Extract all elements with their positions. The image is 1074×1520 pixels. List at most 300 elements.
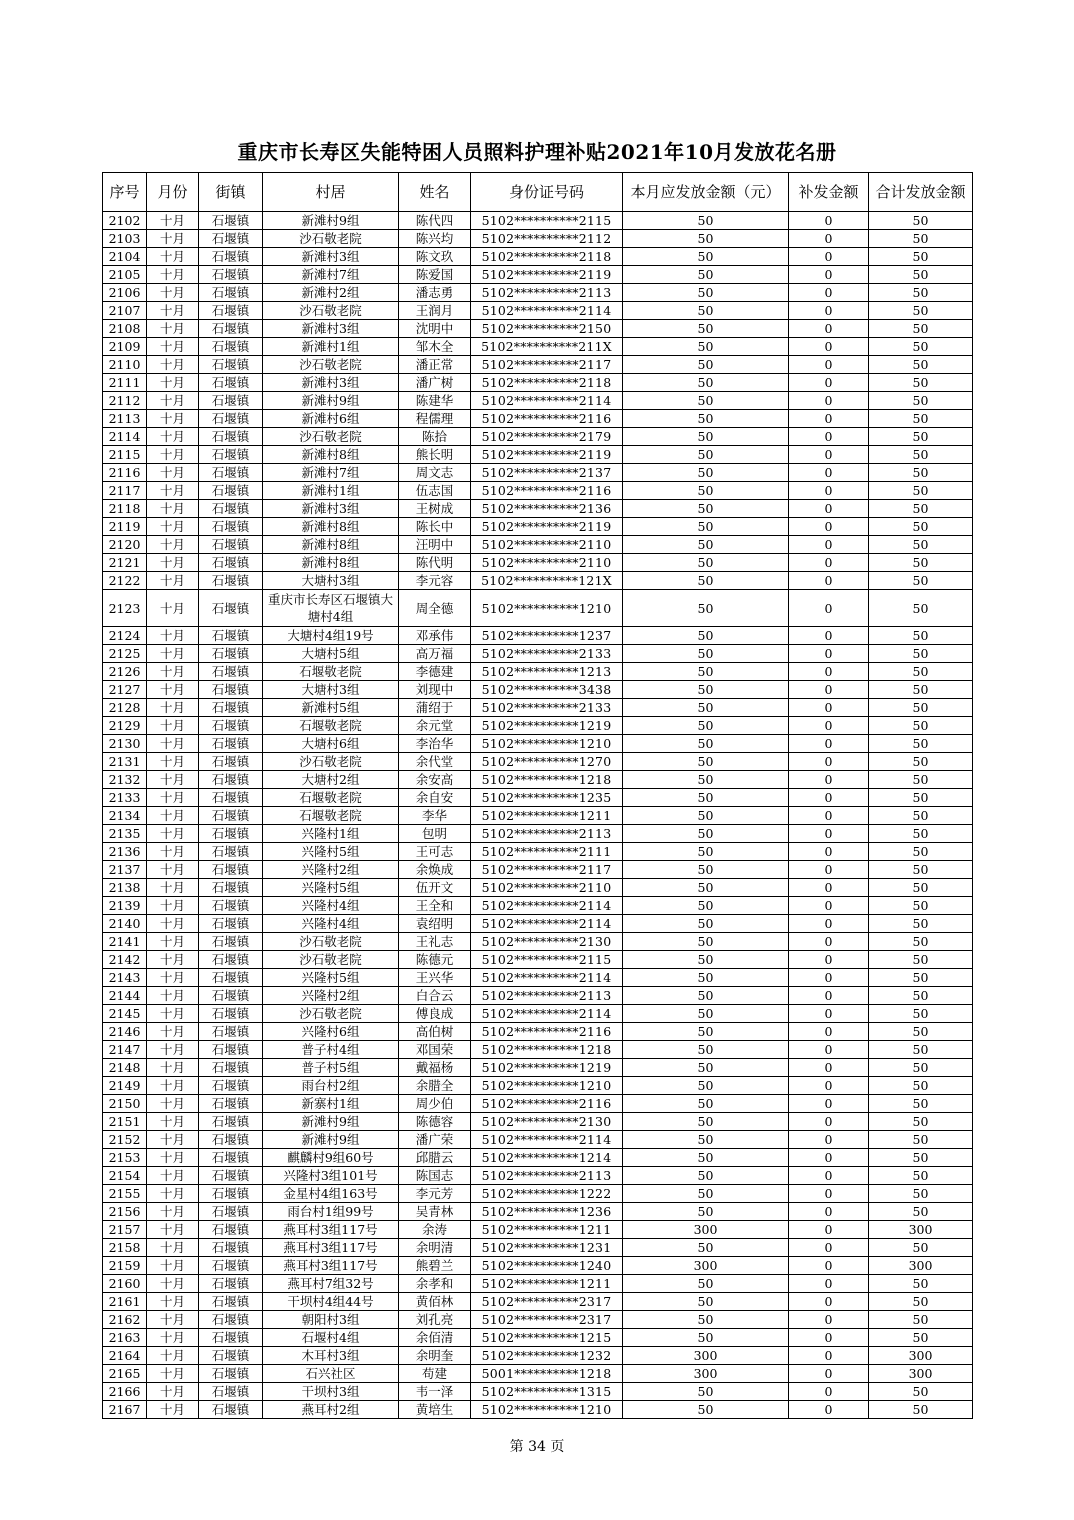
cell-id-number: 5102**********1218 [471, 1041, 623, 1059]
page-number: 第 34 页 [509, 1439, 565, 1455]
table-row [103, 302, 973, 320]
cell-village: 新滩村6组 [263, 410, 399, 428]
cell-id-number: 5102**********2317 [471, 1293, 623, 1311]
cell-id-number: 5102**********2113 [471, 825, 623, 843]
table-row [103, 338, 973, 356]
cell-index: 2110 [103, 356, 147, 374]
table-row [103, 753, 973, 771]
cell-monthly-amount: 50 [623, 807, 789, 825]
cell-total-amount: 50 [869, 284, 973, 302]
cell-id-number: 5102**********2116 [471, 482, 623, 500]
cell-back-pay: 0 [789, 1383, 869, 1401]
cell-town: 石堰镇 [199, 1113, 263, 1131]
cell-month: 十月 [147, 1077, 199, 1095]
cell-total-amount: 50 [869, 1275, 973, 1293]
cell-monthly-amount: 50 [623, 897, 789, 915]
cell-back-pay: 0 [789, 302, 869, 320]
cell-name: 沈明中 [399, 320, 471, 338]
cell-name: 陈代四 [399, 212, 471, 230]
cell-name: 陈国志 [399, 1167, 471, 1185]
cell-town: 石堰镇 [199, 1239, 263, 1257]
cell-village: 新滩村7组 [263, 266, 399, 284]
cell-name: 王礼志 [399, 933, 471, 951]
cell-town: 石堰镇 [199, 915, 263, 933]
cell-month: 十月 [147, 1365, 199, 1383]
table-row [103, 789, 973, 807]
cell-id-number: 5102**********2136 [471, 500, 623, 518]
cell-id-number: 5102**********2112 [471, 230, 623, 248]
cell-village: 石堰敬老院 [263, 789, 399, 807]
cell-back-pay: 0 [789, 284, 869, 302]
cell-town: 石堰镇 [199, 500, 263, 518]
table-row [103, 1329, 973, 1347]
cell-total-amount: 50 [869, 1149, 973, 1167]
cell-month: 十月 [147, 1401, 199, 1419]
table-row [103, 807, 973, 825]
cell-id-number: 5102**********2114 [471, 897, 623, 915]
cell-back-pay: 0 [789, 356, 869, 374]
cell-monthly-amount: 300 [623, 1365, 789, 1383]
cell-month: 十月 [147, 1185, 199, 1203]
cell-total-amount: 50 [869, 446, 973, 464]
cell-total-amount: 50 [869, 1401, 973, 1419]
cell-index: 2155 [103, 1185, 147, 1203]
cell-monthly-amount: 50 [623, 1293, 789, 1311]
cell-town: 石堰镇 [199, 356, 263, 374]
table-row [103, 1023, 973, 1041]
cell-month: 十月 [147, 1167, 199, 1185]
cell-name: 邹木全 [399, 338, 471, 356]
cell-index: 2132 [103, 771, 147, 789]
cell-name: 李元容 [399, 572, 471, 590]
cell-index: 2160 [103, 1275, 147, 1293]
cell-town: 石堰镇 [199, 1095, 263, 1113]
cell-town: 石堰镇 [199, 951, 263, 969]
cell-month: 十月 [147, 230, 199, 248]
cell-monthly-amount: 50 [623, 717, 789, 735]
cell-id-number: 5102**********1211 [471, 807, 623, 825]
cell-monthly-amount: 50 [623, 735, 789, 753]
cell-total-amount: 50 [869, 1293, 973, 1311]
cell-back-pay: 0 [789, 536, 869, 554]
cell-id-number: 5102**********2113 [471, 987, 623, 1005]
cell-monthly-amount: 50 [623, 320, 789, 338]
cell-name: 余明奎 [399, 1347, 471, 1365]
cell-index: 2114 [103, 428, 147, 446]
cell-index: 2128 [103, 699, 147, 717]
table-row [103, 518, 973, 536]
cell-back-pay: 0 [789, 1401, 869, 1419]
cell-monthly-amount: 50 [623, 789, 789, 807]
cell-town: 石堰镇 [199, 1311, 263, 1329]
cell-monthly-amount: 50 [623, 843, 789, 861]
cell-village: 燕耳村3组117号 [263, 1221, 399, 1239]
cell-monthly-amount: 50 [623, 969, 789, 987]
cell-back-pay: 0 [789, 879, 869, 897]
cell-id-number: 5102**********1235 [471, 789, 623, 807]
cell-monthly-amount: 50 [623, 1329, 789, 1347]
cell-monthly-amount: 50 [623, 1167, 789, 1185]
cell-total-amount: 50 [869, 771, 973, 789]
cell-index: 2115 [103, 446, 147, 464]
cell-month: 十月 [147, 482, 199, 500]
table-row [103, 374, 973, 392]
cell-id-number: 5102**********2118 [471, 374, 623, 392]
cell-monthly-amount: 50 [623, 663, 789, 681]
cell-month: 十月 [147, 1131, 199, 1149]
table-row [103, 248, 973, 266]
cell-month: 十月 [147, 1023, 199, 1041]
cell-index: 2113 [103, 410, 147, 428]
cell-total-amount: 50 [869, 807, 973, 825]
cell-index: 2164 [103, 1347, 147, 1365]
cell-town: 石堰镇 [199, 1329, 263, 1347]
table-row [103, 1239, 973, 1257]
cell-month: 十月 [147, 266, 199, 284]
cell-index: 2102 [103, 212, 147, 230]
cell-month: 十月 [147, 302, 199, 320]
cell-name: 余涛 [399, 1221, 471, 1239]
cell-total-amount: 50 [869, 554, 973, 572]
cell-village: 干坝村3组 [263, 1383, 399, 1401]
cell-total-amount: 50 [869, 338, 973, 356]
cell-total-amount: 50 [869, 320, 973, 338]
cell-name: 吴青林 [399, 1203, 471, 1221]
cell-village: 沙石敬老院 [263, 933, 399, 951]
table-header-row [103, 173, 973, 212]
cell-name: 陈文玖 [399, 248, 471, 266]
cell-index: 2117 [103, 482, 147, 500]
cell-name: 程儒理 [399, 410, 471, 428]
cell-monthly-amount: 50 [623, 699, 789, 717]
cell-total-amount: 50 [869, 1095, 973, 1113]
cell-id-number: 5102**********1210 [471, 590, 623, 627]
cell-town: 石堰镇 [199, 1383, 263, 1401]
cell-back-pay: 0 [789, 897, 869, 915]
cell-back-pay: 0 [789, 374, 869, 392]
cell-id-number: 5102**********2116 [471, 1095, 623, 1113]
cell-name: 周全德 [399, 590, 471, 627]
cell-index: 2119 [103, 518, 147, 536]
cell-name: 刘孔亮 [399, 1311, 471, 1329]
cell-id-number: 5001**********1218 [471, 1365, 623, 1383]
table-row [103, 1077, 973, 1095]
cell-back-pay: 0 [789, 1059, 869, 1077]
cell-town: 石堰镇 [199, 1257, 263, 1275]
cell-id-number: 5102**********2114 [471, 1005, 623, 1023]
cell-monthly-amount: 50 [623, 1203, 789, 1221]
cell-id-number: 5102**********1215 [471, 1329, 623, 1347]
cell-month: 十月 [147, 554, 199, 572]
cell-back-pay: 0 [789, 1347, 869, 1365]
cell-id-number: 5102**********2110 [471, 536, 623, 554]
table-row [103, 879, 973, 897]
cell-monthly-amount: 50 [623, 392, 789, 410]
cell-id-number: 5102**********2150 [471, 320, 623, 338]
cell-village: 新滩村7组 [263, 464, 399, 482]
cell-total-amount: 50 [869, 302, 973, 320]
cell-id-number: 5102**********2114 [471, 392, 623, 410]
cell-name: 苟建 [399, 1365, 471, 1383]
cell-monthly-amount: 50 [623, 464, 789, 482]
roster-table [102, 172, 973, 1419]
cell-index: 2146 [103, 1023, 147, 1041]
cell-back-pay: 0 [789, 1275, 869, 1293]
cell-town: 石堰镇 [199, 518, 263, 536]
cell-name: 伍开文 [399, 879, 471, 897]
cell-back-pay: 0 [789, 410, 869, 428]
cell-id-number: 5102**********2111 [471, 843, 623, 861]
cell-village: 新滩村3组 [263, 248, 399, 266]
cell-village: 兴隆村5组 [263, 843, 399, 861]
cell-village: 雨台村2组 [263, 1077, 399, 1095]
cell-id-number: 5102**********1219 [471, 1059, 623, 1077]
cell-town: 石堰镇 [199, 554, 263, 572]
cell-month: 十月 [147, 1113, 199, 1131]
cell-monthly-amount: 50 [623, 825, 789, 843]
table-row [103, 572, 973, 590]
cell-index: 2111 [103, 374, 147, 392]
table-row [103, 1185, 973, 1203]
cell-index: 2138 [103, 879, 147, 897]
cell-index: 2151 [103, 1113, 147, 1131]
cell-monthly-amount: 300 [623, 1221, 789, 1239]
cell-index: 2159 [103, 1257, 147, 1275]
cell-back-pay: 0 [789, 338, 869, 356]
cell-village: 新滩村8组 [263, 518, 399, 536]
cell-name: 熊碧兰 [399, 1257, 471, 1275]
cell-town: 石堰镇 [199, 572, 263, 590]
cell-index: 2125 [103, 645, 147, 663]
cell-id-number: 5102**********1210 [471, 1077, 623, 1095]
cell-back-pay: 0 [789, 590, 869, 627]
cell-back-pay: 0 [789, 843, 869, 861]
cell-id-number: 5102**********1214 [471, 1149, 623, 1167]
cell-total-amount: 50 [869, 392, 973, 410]
cell-total-amount: 50 [869, 1041, 973, 1059]
cell-monthly-amount: 50 [623, 212, 789, 230]
cell-village: 新滩村5组 [263, 699, 399, 717]
cell-month: 十月 [147, 699, 199, 717]
cell-back-pay: 0 [789, 681, 869, 699]
cell-name: 包明 [399, 825, 471, 843]
cell-monthly-amount: 50 [623, 374, 789, 392]
cell-id-number: 5102**********1237 [471, 627, 623, 645]
cell-monthly-amount: 50 [623, 1131, 789, 1149]
cell-id-number: 5102**********2137 [471, 464, 623, 482]
cell-village: 新滩村9组 [263, 1131, 399, 1149]
cell-id-number: 5102**********1232 [471, 1347, 623, 1365]
cell-total-amount: 50 [869, 789, 973, 807]
cell-back-pay: 0 [789, 627, 869, 645]
cell-monthly-amount: 50 [623, 915, 789, 933]
cell-town: 石堰镇 [199, 663, 263, 681]
cell-month: 十月 [147, 1239, 199, 1257]
cell-back-pay: 0 [789, 915, 869, 933]
cell-monthly-amount: 50 [623, 536, 789, 554]
table-row [103, 681, 973, 699]
cell-village: 沙石敬老院 [263, 753, 399, 771]
cell-id-number: 5102**********2179 [471, 428, 623, 446]
cell-month: 十月 [147, 915, 199, 933]
cell-total-amount: 50 [869, 374, 973, 392]
cell-monthly-amount: 300 [623, 1257, 789, 1275]
cell-town: 石堰镇 [199, 248, 263, 266]
cell-back-pay: 0 [789, 1041, 869, 1059]
cell-back-pay: 0 [789, 266, 869, 284]
table-row [103, 266, 973, 284]
cell-monthly-amount: 50 [623, 554, 789, 572]
cell-index: 2165 [103, 1365, 147, 1383]
cell-total-amount: 50 [869, 1239, 973, 1257]
cell-total-amount: 50 [869, 1329, 973, 1347]
cell-month: 十月 [147, 663, 199, 681]
cell-id-number: 5102**********2116 [471, 1023, 623, 1041]
cell-index: 2120 [103, 536, 147, 554]
cell-id-number: 5102**********1211 [471, 1275, 623, 1293]
cell-name: 邓承伟 [399, 627, 471, 645]
cell-monthly-amount: 50 [623, 879, 789, 897]
cell-town: 石堰镇 [199, 1041, 263, 1059]
cell-village: 沙石敬老院 [263, 951, 399, 969]
cell-id-number: 5102**********1240 [471, 1257, 623, 1275]
cell-month: 十月 [147, 645, 199, 663]
cell-index: 2127 [103, 681, 147, 699]
cell-town: 石堰镇 [199, 428, 263, 446]
cell-total-amount: 50 [869, 1005, 973, 1023]
cell-name: 陈建华 [399, 392, 471, 410]
cell-back-pay: 0 [789, 1365, 869, 1383]
cell-town: 石堰镇 [199, 1185, 263, 1203]
cell-town: 石堰镇 [199, 374, 263, 392]
cell-village: 石堰村4组 [263, 1329, 399, 1347]
cell-index: 2133 [103, 789, 147, 807]
cell-name: 王全和 [399, 897, 471, 915]
cell-id-number: 5102**********1270 [471, 753, 623, 771]
cell-town: 石堰镇 [199, 681, 263, 699]
cell-month: 十月 [147, 753, 199, 771]
cell-name: 蒲绍于 [399, 699, 471, 717]
table-row [103, 212, 973, 230]
cell-back-pay: 0 [789, 699, 869, 717]
table-row [103, 1113, 973, 1131]
cell-back-pay: 0 [789, 1203, 869, 1221]
cell-total-amount: 50 [869, 230, 973, 248]
col-header-monthly-amount: 本月应发放金额（元） [623, 173, 789, 212]
cell-name: 袁绍明 [399, 915, 471, 933]
cell-month: 十月 [147, 536, 199, 554]
cell-back-pay: 0 [789, 987, 869, 1005]
cell-id-number: 5102**********2130 [471, 933, 623, 951]
cell-month: 十月 [147, 1293, 199, 1311]
cell-town: 石堰镇 [199, 627, 263, 645]
cell-village: 新滩村9组 [263, 212, 399, 230]
cell-back-pay: 0 [789, 572, 869, 590]
cell-name: 黄佰林 [399, 1293, 471, 1311]
table-row [103, 1041, 973, 1059]
cell-total-amount: 50 [869, 987, 973, 1005]
cell-total-amount: 50 [869, 1131, 973, 1149]
cell-total-amount: 50 [869, 681, 973, 699]
cell-id-number: 5102**********2119 [471, 446, 623, 464]
table-row [103, 554, 973, 572]
cell-village: 沙石敬老院 [263, 302, 399, 320]
cell-town: 石堰镇 [199, 789, 263, 807]
cell-month: 十月 [147, 1149, 199, 1167]
cell-town: 石堰镇 [199, 464, 263, 482]
document-title: 重庆市长寿区失能特困人员照料护理补贴2021年10月发放花名册 [237, 140, 837, 164]
cell-monthly-amount: 50 [623, 1095, 789, 1113]
table-row [103, 1293, 973, 1311]
cell-index: 2147 [103, 1041, 147, 1059]
table-row [103, 1149, 973, 1167]
cell-village: 大塘村5组 [263, 645, 399, 663]
table-row [103, 933, 973, 951]
cell-name: 王可志 [399, 843, 471, 861]
cell-village: 新滩村8组 [263, 446, 399, 464]
cell-monthly-amount: 50 [623, 500, 789, 518]
cell-month: 十月 [147, 987, 199, 1005]
cell-monthly-amount: 300 [623, 1347, 789, 1365]
table-row [103, 446, 973, 464]
cell-village: 新滩村9组 [263, 392, 399, 410]
cell-id-number: 5102**********2133 [471, 645, 623, 663]
cell-town: 石堰镇 [199, 843, 263, 861]
cell-id-number: 5102**********2115 [471, 212, 623, 230]
cell-name: 陈兴均 [399, 230, 471, 248]
cell-name: 高伯树 [399, 1023, 471, 1041]
cell-total-amount: 50 [869, 410, 973, 428]
table-row [103, 1311, 973, 1329]
cell-village: 新滩村3组 [263, 320, 399, 338]
cell-back-pay: 0 [789, 951, 869, 969]
cell-total-amount: 50 [869, 915, 973, 933]
cell-monthly-amount: 50 [623, 1059, 789, 1077]
cell-town: 石堰镇 [199, 771, 263, 789]
col-header-village: 村居 [263, 173, 399, 212]
cell-village: 沙石敬老院 [263, 428, 399, 446]
cell-id-number: 5102**********2130 [471, 1113, 623, 1131]
table-row [103, 915, 973, 933]
cell-total-amount: 50 [869, 1383, 973, 1401]
cell-village: 石堰敬老院 [263, 807, 399, 825]
col-header-month: 月份 [147, 173, 199, 212]
cell-monthly-amount: 50 [623, 572, 789, 590]
cell-back-pay: 0 [789, 1005, 869, 1023]
cell-name: 王树成 [399, 500, 471, 518]
cell-total-amount: 50 [869, 933, 973, 951]
cell-total-amount: 50 [869, 1113, 973, 1131]
table-row [103, 987, 973, 1005]
cell-village: 石堰敬老院 [263, 663, 399, 681]
cell-back-pay: 0 [789, 1329, 869, 1347]
cell-back-pay: 0 [789, 1113, 869, 1131]
cell-total-amount: 50 [869, 1167, 973, 1185]
cell-name: 陈代明 [399, 554, 471, 572]
cell-town: 石堰镇 [199, 1149, 263, 1167]
cell-id-number: 5102**********2317 [471, 1311, 623, 1329]
cell-town: 石堰镇 [199, 699, 263, 717]
cell-name: 熊长明 [399, 446, 471, 464]
cell-name: 陈爱国 [399, 266, 471, 284]
table-row [103, 1203, 973, 1221]
cell-town: 石堰镇 [199, 987, 263, 1005]
cell-back-pay: 0 [789, 212, 869, 230]
cell-back-pay: 0 [789, 645, 869, 663]
cell-monthly-amount: 50 [623, 248, 789, 266]
cell-town: 石堰镇 [199, 1077, 263, 1095]
cell-town: 石堰镇 [199, 825, 263, 843]
